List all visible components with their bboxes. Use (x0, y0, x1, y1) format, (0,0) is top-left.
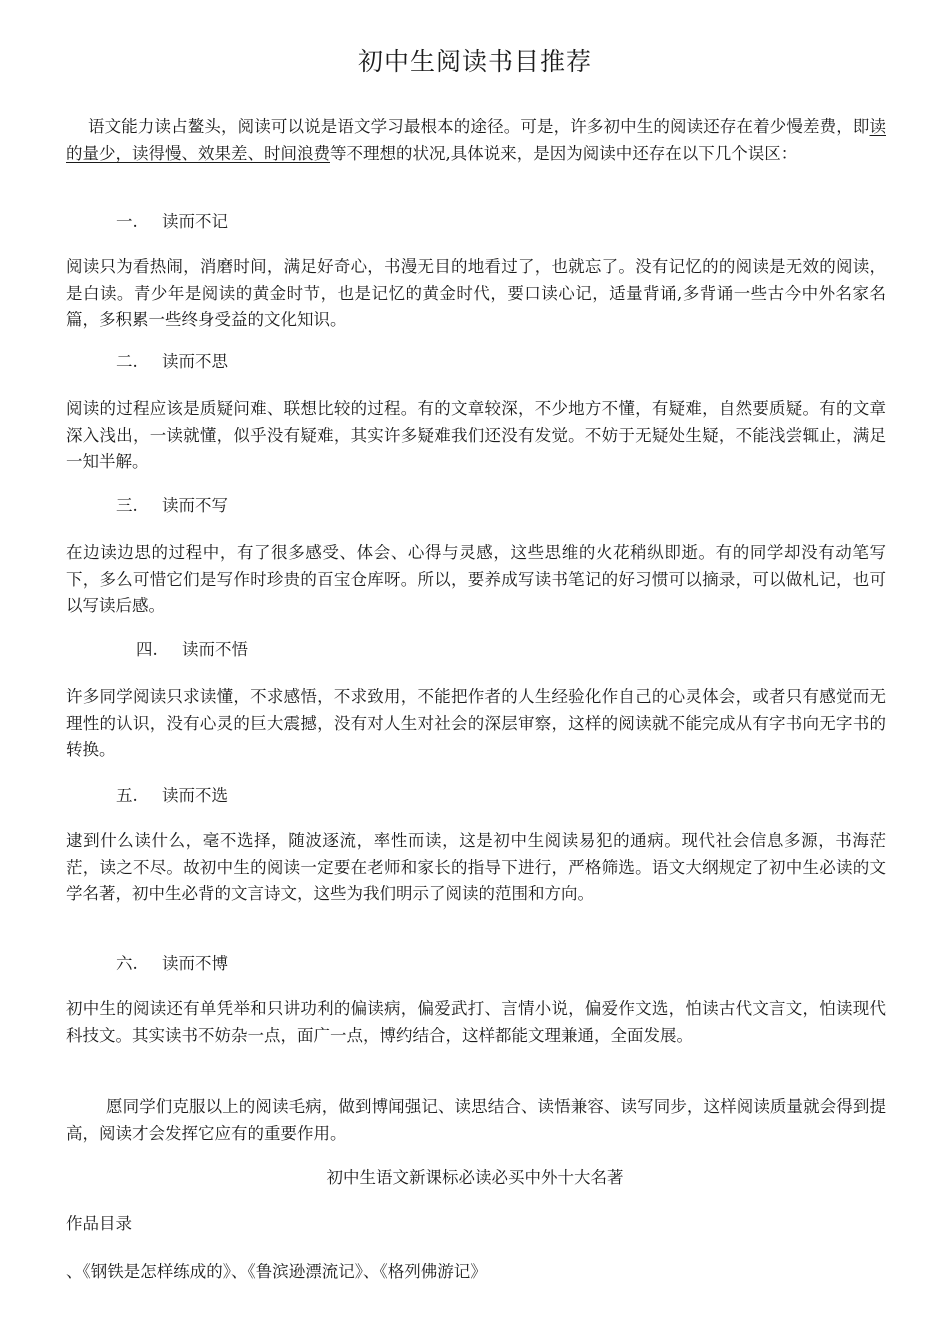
section-heading-text: 读而不思 (162, 352, 228, 371)
section-body: 许多同学阅读只求读懂，不求感悟，不求致用，不能把作者的人生经验化作自己的心灵体会，或者只有感觉而无理性的认识，没有心灵的巨大震撼，没有对人生对社会的深层审察，这样的阅读就不能完成从有字书向无字书的转换。 (66, 687, 886, 759)
section-body: 初中生的阅读还有单凭举和只讲功利的偏读病，偏爱武打、言情小说，偏爱作文选，怕读古代文言文，怕读现代科技文。其实读书不妨杂一点，面广一点，博约结合，这样都能文理兼通，全面发展。 (66, 999, 886, 1045)
section-heading-text: 读而不写 (162, 496, 228, 515)
section-number: 四. (136, 640, 158, 659)
intro-paragraph (66, 114, 886, 167)
section-body: 逮到什么读什么，毫不选择，随波逐流，率性而读，这是初中生阅读易犯的通病。现代社会信息多源，书海茫茫，读之不尽。故初中生的阅读一定要在老师和家长的指导下进行，严格筛选。语文大纲规定了初中生必读的文学名著，初中生必背的文言诗文，这些为我们明示了阅读的范围和方向。 (66, 831, 886, 903)
section-heading (116, 494, 228, 518)
intro-underlined-text: 读的量少，读得慢、效果差、时间浪费 (66, 117, 886, 163)
section-number: 二. (116, 352, 138, 371)
intro-text-after: 等不理想的状况,具体说来，是因为阅读中还存在以下几个误区： (330, 143, 798, 163)
section-heading-text: 读而不选 (162, 786, 228, 805)
section-body: 阅读的过程应该是质疑问难、联想比较的过程。有的文章较深，不少地方不懂，有疑难，自然要质疑。有的文章深入浅出，一读就懂，似乎没有疑难，其实许多疑难我们还没有发觉。不妨于无疑处生疑，不能浅尝辄止，满足一知半解。 (66, 399, 886, 471)
section-heading (116, 952, 228, 976)
section-heading (116, 350, 228, 374)
section-number: 五. (116, 786, 138, 805)
section-heading-text: 读而不悟 (182, 640, 248, 659)
intro-text-before: 语文能力读占鳌头，阅读可以说是语文学习最根本的途径。可是，许多初中生的阅读还存在着少慢差费，即 (88, 117, 870, 136)
section-body: 在边读边思的过程中，有了很多感受、体会、心得与灵感，这些思维的火花稍纵即逝。有的同学却没有动笔写下，多么可惜它们是写作时珍贵的百宝仓库呀。所以，要养成写读书笔记的好习惯可以摘录，可以做札记，也可以写读后感。 (66, 543, 886, 615)
section-number: 六. (116, 954, 138, 973)
section-heading-text: 读而不记 (162, 212, 228, 231)
section-heading-text: 读而不博 (162, 954, 228, 973)
section-heading (116, 784, 228, 808)
section-number: 一. (116, 212, 138, 231)
subtitle: 初中生语文新课标必读必买中外十大名著 (326, 1168, 624, 1187)
book-list: 、《钢铁是怎样练成的》、《鲁滨逊漂流记》、《格列佛游记》 (66, 1262, 487, 1281)
section-heading (136, 638, 248, 662)
document-title: 初中生阅读书目推荐 (357, 47, 592, 76)
section-number: 三. (116, 496, 138, 515)
catalog-label: 作品目录 (66, 1214, 132, 1233)
section-heading (116, 210, 228, 234)
closing-paragraph: 愿同学们克服以上的阅读毛病，做到博闻强记、读思结合、读悟兼容、读写同步，这样阅读质量就会得到提高，阅读才会发挥它应有的重要作用。 (66, 1097, 886, 1143)
section-body: 阅读只为看热闹，消磨时间，满足好奇心，书漫无目的地看过了，也就忘了。没有记忆的的阅读是无效的阅读，是白读。青少年是阅读的黄金时节，也是记忆的黄金时代，要口读心记，适量背诵,多背诵一些古今中外名家名篇，多积累一些终身受益的文化知识。 (66, 257, 886, 329)
